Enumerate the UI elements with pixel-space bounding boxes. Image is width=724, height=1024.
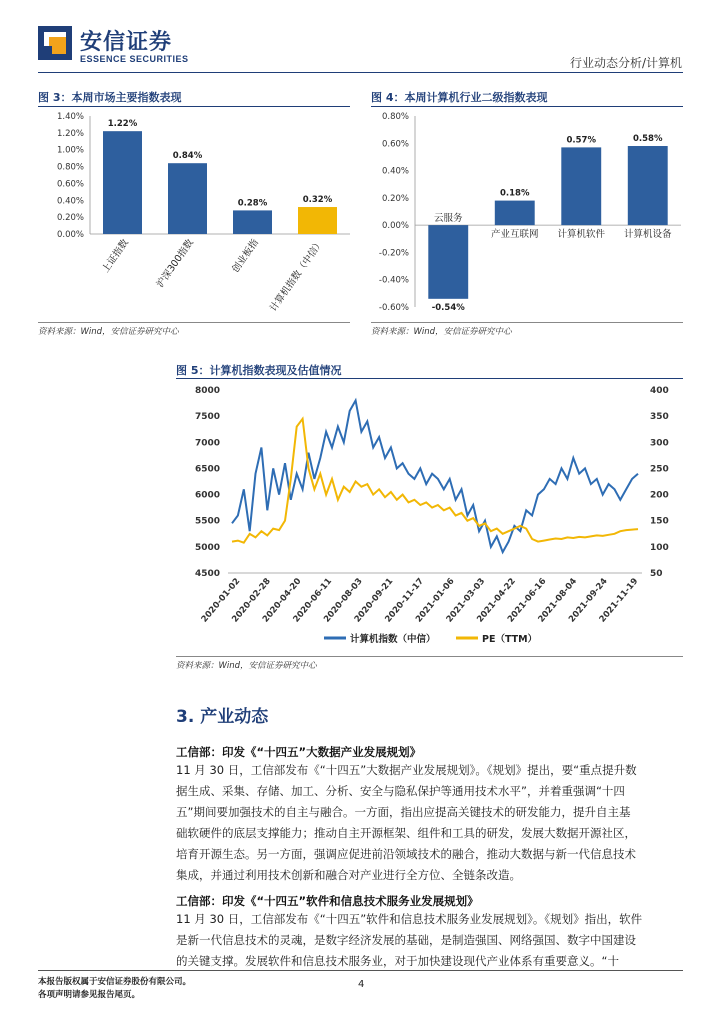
y-tick-label: 0.20%: [56, 213, 84, 224]
x-tick-label: 2021-09-24: [567, 576, 610, 625]
logo-english-name: ESSENCE SECURITIES: [80, 54, 189, 64]
y-tick-label: -0.20%: [378, 248, 409, 259]
news-body: [176, 909, 684, 972]
news-body-line: 11 月 30 日，工信部发布《“十四五”大数据产业发展规划》。《规划》提出，要“重点提升数: [176, 763, 637, 777]
disclaimer-line: 各项声明请参见报告尾页。: [38, 990, 141, 1000]
data-label: -0.54%: [431, 302, 465, 313]
category-label: 创业板指: [230, 237, 261, 275]
figure-4-chart: [371, 108, 687, 322]
y-tick-label: 0.00%: [56, 230, 84, 240]
news-headline: 工信部：印发《“十四五”大数据产业发展规划》: [176, 745, 422, 759]
data-label: 1.22%: [107, 119, 138, 130]
news-body-line: 培育开源生态。另一方面，强调应促进前沿领域技术的融合，推动大数据与新一代信息技术: [176, 847, 636, 861]
news-headline: 工信部：印发《“十四五”软件和信息技术服务业发展规划》: [176, 894, 479, 908]
series-line: [232, 401, 638, 553]
news-body-line: 五”期间要加强技术的自主与融合。一方面，指出应提高关键技术的研发能力，提升自主基: [176, 805, 631, 819]
y-left-tick-label: 7000: [194, 438, 220, 449]
bar: [298, 207, 337, 234]
bar: [561, 147, 601, 225]
figure-3-bottom-rule: [38, 322, 350, 323]
x-tick-label: 2021-08-04: [536, 576, 580, 625]
bar: [168, 163, 207, 234]
x-tick-label: 2020-02-28: [230, 576, 273, 625]
copyright-line: 本报告版权属于安信证券股份有限公司。: [38, 977, 192, 987]
x-tick-label: 2021-04-22: [475, 576, 518, 625]
y-right-tick-label: 350: [650, 412, 669, 423]
series-line: [232, 419, 638, 543]
y-tick-label: 0.20%: [381, 193, 409, 204]
x-tick-label: 2020-06-11: [291, 576, 335, 625]
y-tick-label: 0.60%: [56, 179, 84, 190]
x-tick-label: 2021-01-06: [413, 576, 457, 625]
y-left-tick-label: 5500: [194, 516, 220, 527]
x-tick-label: 2021-03-03: [444, 576, 488, 625]
data-label: 0.18%: [500, 188, 530, 199]
logo: [38, 26, 72, 60]
category-label: 计算机指数（中信）: [267, 237, 326, 314]
header-rule: [38, 72, 683, 73]
data-label: 0.57%: [566, 135, 596, 146]
category-label: 计算机设备: [623, 229, 672, 241]
data-label: 0.84%: [172, 151, 203, 162]
x-tick-label: 2020-11-17: [383, 576, 426, 625]
bar: [103, 131, 142, 234]
data-label: 0.28%: [237, 198, 268, 209]
y-tick-label: 0.80%: [381, 112, 409, 122]
y-left-tick-label: 6500: [194, 464, 220, 475]
y-left-tick-label: 6000: [194, 490, 220, 501]
figure-5-bottom-rule: [176, 656, 683, 657]
y-tick-label: 1.00%: [56, 145, 84, 156]
y-right-tick-label: 300: [650, 438, 669, 449]
bar: [495, 201, 535, 226]
news-body-line: 础软硬件的底层支撑能力；推动自主开源框架、组件和工具的研发，发展大数据开源社区，: [176, 826, 636, 840]
x-tick-label: 2020-04-20: [260, 576, 304, 625]
figure-5-source: 资料来源：Wind，安信证券研究中心: [176, 661, 317, 671]
figure-4-title: 图 4：本周计算机行业二级指数表现: [371, 91, 548, 104]
x-tick-label: 2020-09-21: [352, 576, 396, 625]
y-tick-label: -0.40%: [378, 275, 409, 286]
footer-rule: [38, 970, 683, 971]
y-left-tick-label: 7500: [194, 412, 220, 423]
x-tick-label: 2020-08-03: [322, 576, 365, 625]
y-tick-label: 0.00%: [381, 221, 409, 232]
y-right-tick-label: 50: [650, 569, 663, 579]
y-right-tick-label: 250: [650, 464, 669, 475]
figure-3-source: 资料来源：Wind，安信证券研究中心: [38, 327, 179, 337]
figure-3-title: 图 3：本周市场主要指数表现: [38, 91, 182, 104]
bar: [233, 210, 272, 234]
news-body-line: 是新一代信息技术的灵魂，是数字经济发展的基础，是制造强国、网络强国、数字中国建设: [176, 933, 636, 947]
figure-5-title: 图 5：计算机指数表现及估值情况: [176, 364, 342, 377]
figure-4-bottom-rule: [371, 322, 683, 323]
y-tick-label: 0.80%: [56, 162, 84, 173]
logo-mark-icon: [38, 26, 72, 60]
news-body-line: 集成，并通过利用技术创新和融合对产业进行全方位、全链条改造。: [176, 868, 521, 882]
y-tick-label: 0.40%: [381, 166, 409, 177]
figure-3-chart: [38, 108, 356, 322]
news-body-line: 11 月 30 日，工信部发布《“十四五”软件和信息技术服务业发展规划》。《规划》指出，软件: [176, 912, 643, 926]
y-right-tick-label: 400: [650, 386, 669, 396]
legend-label: 计算机指数（中信）: [350, 634, 436, 645]
y-right-tick-label: 200: [650, 490, 669, 501]
y-tick-label: 1.20%: [56, 128, 84, 139]
y-left-tick-label: 8000: [194, 386, 220, 396]
x-tick-label: 2021-06-16: [505, 576, 549, 625]
category-label: 云服务: [433, 213, 463, 225]
data-label: 0.58%: [633, 134, 663, 145]
y-right-tick-label: 100: [650, 542, 669, 553]
bar: [628, 146, 668, 225]
category-label: 计算机软件: [557, 229, 606, 241]
category-label: 上证指数: [100, 237, 131, 275]
y-left-tick-label: 5000: [194, 542, 220, 553]
figure-5-chart: [176, 380, 683, 656]
news-body: [176, 760, 684, 886]
data-label: 0.32%: [302, 195, 333, 206]
legend-label: PE（TTM）: [482, 634, 538, 645]
bar: [428, 225, 468, 299]
category-label: 沪深300指数: [154, 237, 196, 290]
x-tick-label: 2021-11-19: [597, 576, 641, 625]
section-title: 3. 产业动态: [176, 707, 269, 727]
logo-name: 安信证券: [80, 30, 173, 55]
figure-4-title-rule: [371, 106, 683, 107]
y-tick-label: 0.60%: [381, 139, 409, 150]
news-body-line: 据生成、采集、存储、加工、分析、安全与隐私保护等通用技术水平”，并着重强调“十四: [176, 784, 625, 798]
copyright-notice: [38, 976, 191, 1002]
news-body-line: 的关键支撑。发展软件和信息技术服务业，对于加快建设现代产业体系有重要意义。“十: [176, 954, 619, 968]
figure-3-title-rule: [38, 106, 350, 107]
report-category: 行业动态分析/计算机: [569, 56, 682, 70]
x-tick-label: 2020-01-02: [199, 576, 243, 625]
page-number: 4: [358, 979, 365, 990]
y-tick-label: 1.40%: [56, 112, 84, 122]
y-tick-label: 0.40%: [56, 196, 84, 207]
y-left-tick-label: 4500: [194, 569, 220, 579]
figure-5-title-rule: [176, 378, 683, 379]
y-right-tick-label: 150: [650, 516, 669, 527]
y-tick-label: -0.60%: [378, 303, 409, 313]
figure-4-source: 资料来源：Wind，安信证券研究中心: [371, 327, 512, 337]
category-label: 产业互联网: [490, 229, 539, 241]
